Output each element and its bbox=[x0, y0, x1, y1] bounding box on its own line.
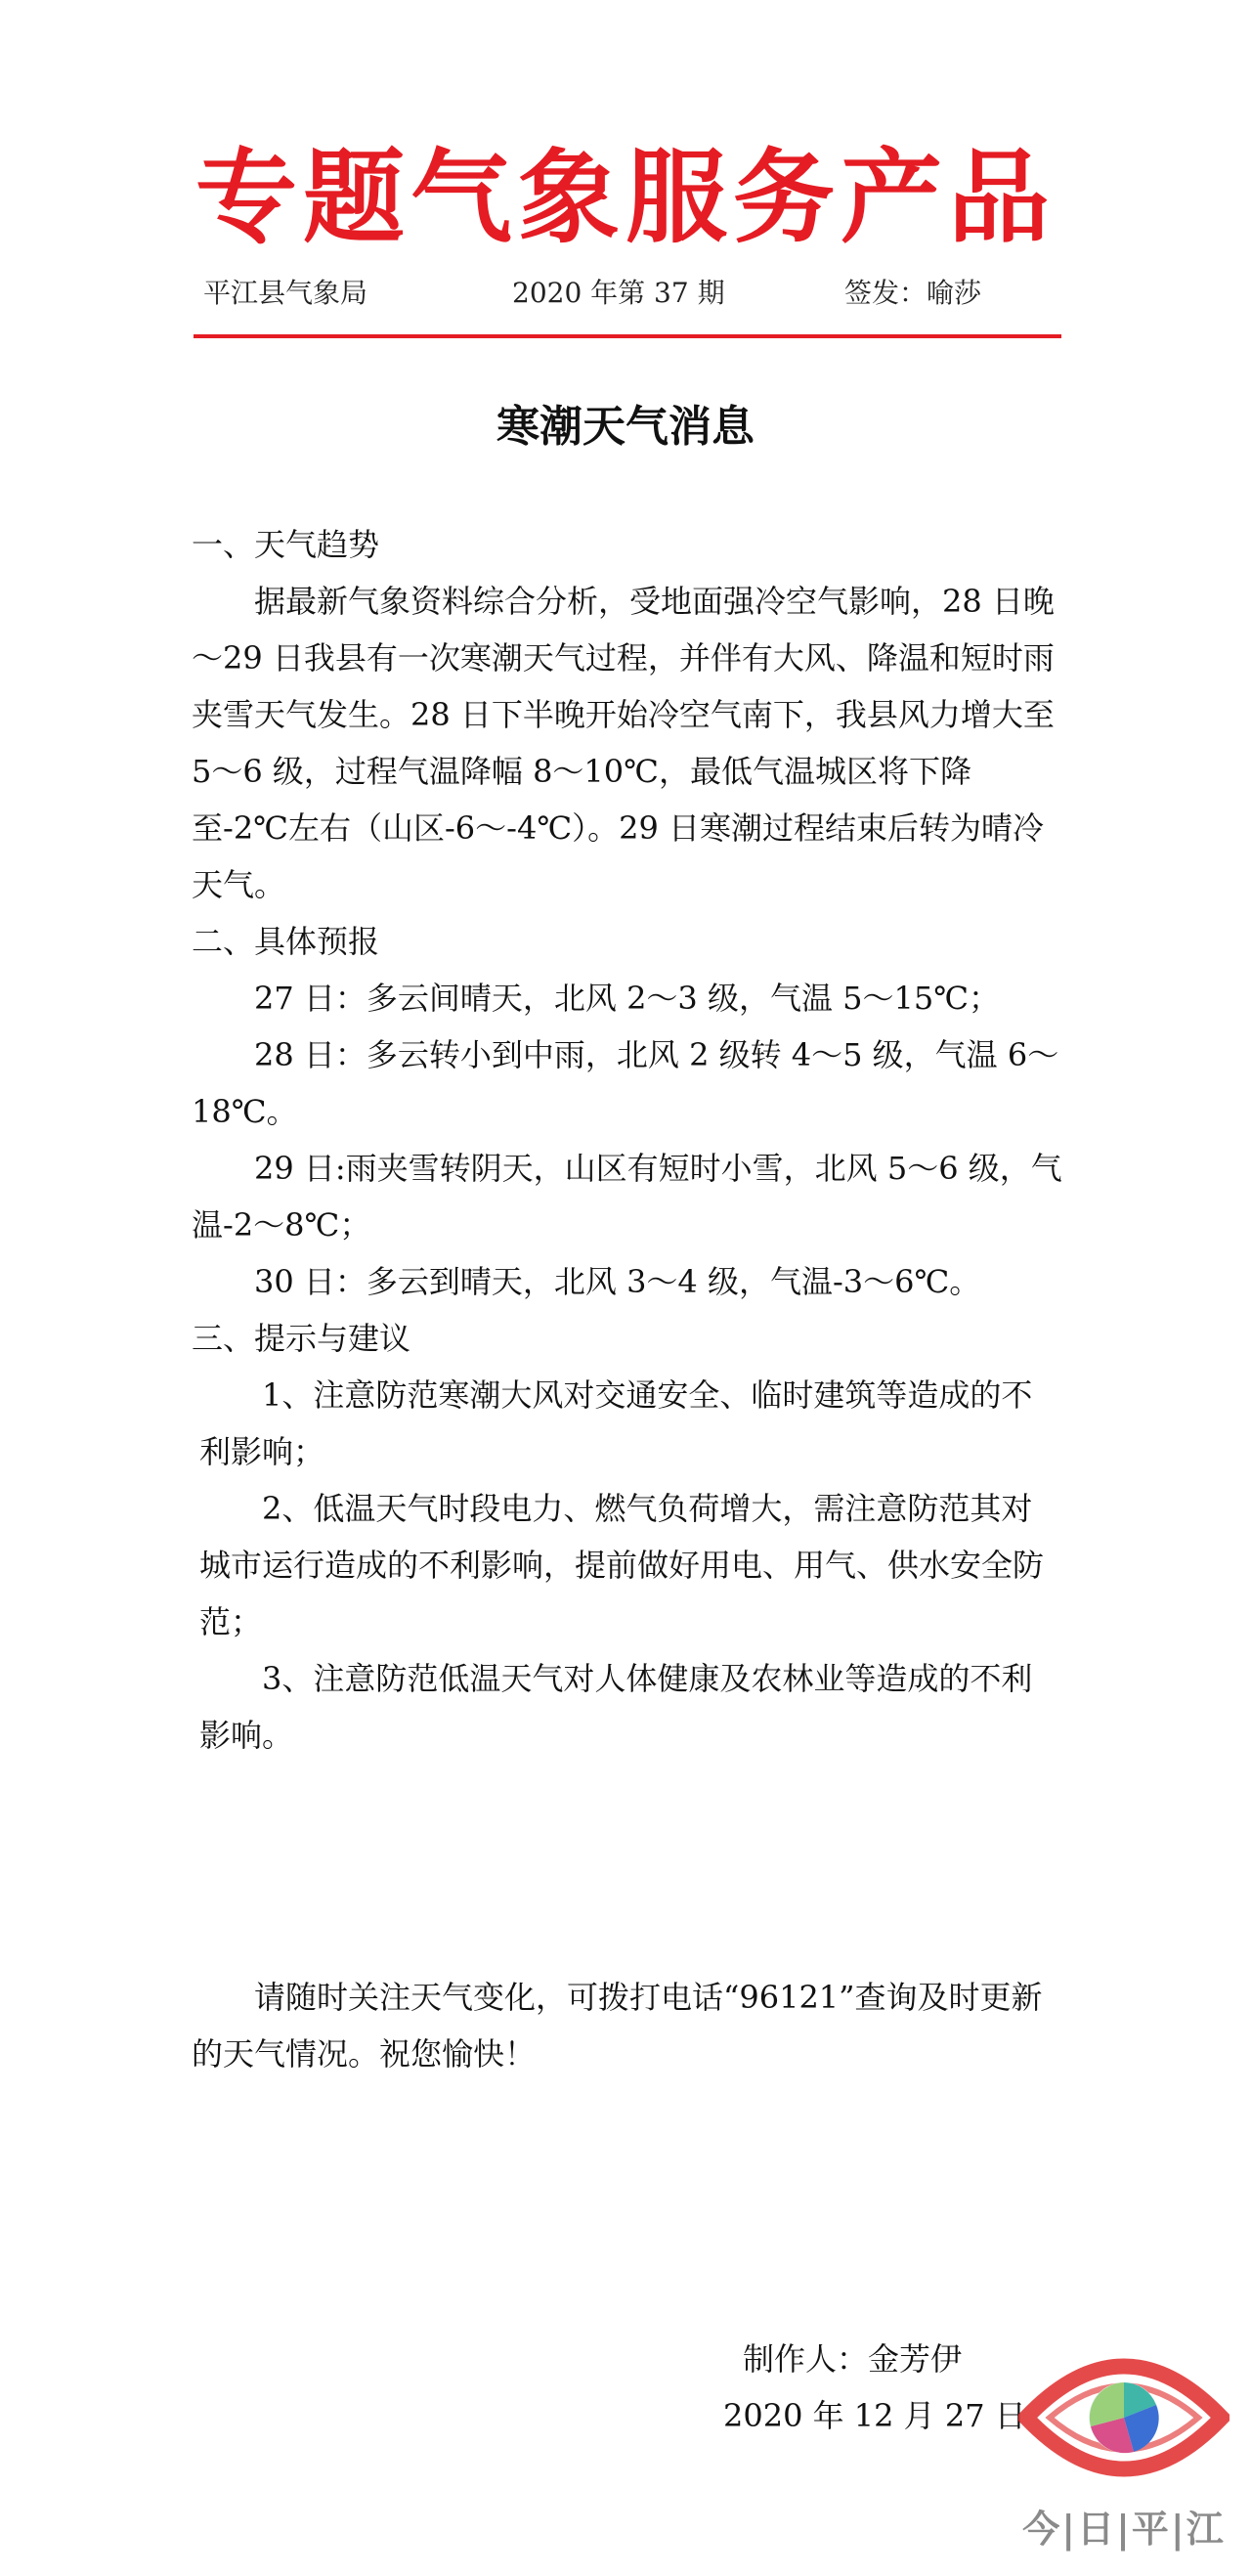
red-divider bbox=[194, 334, 1061, 338]
section-heading-trend: 一、天气趋势 bbox=[192, 526, 380, 563]
forecast-item: 29 日:雨夹雪转阴天，山区有短时小雪，北风 5～6 级，气温-2～8℃； bbox=[192, 1150, 1062, 1244]
section-heading-tips: 三、提示与建议 bbox=[192, 1320, 411, 1357]
forecast-item: 30 日：多云到晴天，北风 3～4 级，气温-3～6℃。 bbox=[254, 1263, 981, 1300]
document-title: 寒潮天气消息 bbox=[496, 402, 755, 452]
closing-paragraph: 请随时关注天气变化，可拨打电话“96121”查询及时更新的天气情况。祝您愉快！ bbox=[192, 1979, 1043, 2073]
tip-item: 3、注意防范低温天气对人体健康及农林业等造成的不利影响。 bbox=[199, 1660, 1033, 1754]
watermark-text: 今|日|平|江 bbox=[1022, 2507, 1226, 2551]
maker-signature: 制作人：金芳伊 bbox=[743, 2340, 963, 2378]
issue-number: 2020 年第 37 期 bbox=[512, 277, 725, 309]
section-heading-forecast: 二、具体预报 bbox=[192, 923, 380, 960]
tip-item: 2、低温天气时段电力、燃气负荷增大，需注意防范其对城市运行造成的不利影响，提前做好用电、用气、供水安全防范； bbox=[199, 1490, 1045, 1640]
trend-paragraph: 据最新气象资料综合分析，受地面强冷空气影响，28 日晚～29 日我县有一次寒潮天气过程，并伴有大风、降温和短时雨夹雪天气发生。28 日下半晚开始冷空气南下，我县风力增大至 5～6 级，过程气温降幅 8～10℃，最低气温城区将下降至-2℃左右（山区-6～-4℃）。29 日寒潮过程结束后转为晴冷天气。 bbox=[192, 583, 1055, 903]
masthead-title: 专题气象服务产品 bbox=[194, 138, 1056, 257]
forecast-item: 28 日：多云转小到中雨，北风 2 级转 4～5 级，气温 6～18℃。 bbox=[192, 1036, 1059, 1130]
eye-logo-icon bbox=[1018, 2344, 1229, 2491]
tip-item: 1、注意防范寒潮大风对交通安全、临时建筑等造成的不利影响； bbox=[199, 1376, 1033, 1470]
issue-date: 2020 年 12 月 27 日 bbox=[723, 2397, 1026, 2434]
watermark-logo bbox=[1018, 2344, 1229, 2559]
document-body bbox=[192, 516, 1063, 1764]
signer: 签发：喻莎 bbox=[844, 277, 982, 309]
document-meta bbox=[194, 272, 1054, 321]
forecast-item: 27 日：多云间晴天，北风 2～3 级，气温 5～15℃； bbox=[254, 980, 1001, 1017]
issuer: 平江县气象局 bbox=[203, 277, 368, 309]
